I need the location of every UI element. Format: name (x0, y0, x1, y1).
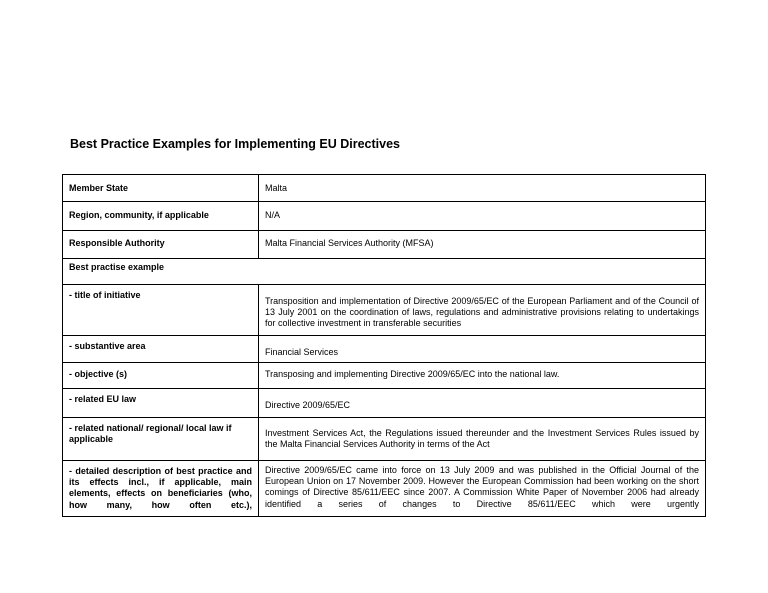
table-row (63, 461, 706, 517)
row-label-authority: Responsible Authority (63, 231, 259, 259)
section-header: Best practise example (63, 259, 706, 285)
table-row (63, 175, 706, 202)
section-header-row (63, 259, 706, 285)
row-value-authority: Malta Financial Services Authority (MFSA) (259, 231, 706, 259)
row-value-region: N/A (259, 202, 706, 231)
document-title: Best Practice Examples for Implementing EU Directives (70, 137, 400, 151)
table-row (63, 389, 706, 418)
row-label-region: Region, community, if applicable (63, 202, 259, 231)
detail-value-title: Transposition and implementation of Directive 2009/65/EC of the European Parliament and of the Council of 13 July 2001 on the coordination of laws, regulations and administrative provisions relating to undertakings for collective investment in transferable securities (259, 285, 706, 336)
detail-label-eu-law: - related EU law (63, 389, 259, 418)
detail-label-area: - substantive area (63, 336, 259, 363)
detail-value-description: Directive 2009/65/EC came into force on 13 July 2009 and was published in the Official Journal of the European Union on 17 November 2009. However the European Commission had been working on the short comings of Directive 85/611/EEC since 2007. A Commission White Paper of November 2006 had already identified a series of changes to Directive 85/611/EEC which were urgently (259, 461, 706, 517)
table-row (63, 231, 706, 259)
table-row (63, 418, 706, 461)
detail-value-eu-law: Directive 2009/65/EC (259, 389, 706, 418)
table-row (63, 285, 706, 336)
best-practice-table (62, 174, 706, 517)
table-row (63, 336, 706, 363)
row-value-member-state: Malta (259, 175, 706, 202)
detail-label-description: - detailed description of best practice and its effects incl., if applicable, main elements, effects on beneficiaries (who, how many, how often etc.), (63, 461, 259, 517)
table-row (63, 202, 706, 231)
detail-value-national-law: Investment Services Act, the Regulations issued thereunder and the Investment Services Rules issued by the Malta Financial Services Authority in terms of the Act (259, 418, 706, 461)
detail-value-objective: Transposing and implementing Directive 2009/65/EC into the national law. (259, 363, 706, 389)
detail-label-title: - title of initiative (63, 285, 259, 336)
detail-label-national-law: - related national/ regional/ local law if applicable (63, 418, 259, 461)
detail-label-objective: - objective (s) (63, 363, 259, 389)
row-label-member-state: Member State (63, 175, 259, 202)
detail-value-area: Financial Services (259, 336, 706, 363)
table-row (63, 363, 706, 389)
